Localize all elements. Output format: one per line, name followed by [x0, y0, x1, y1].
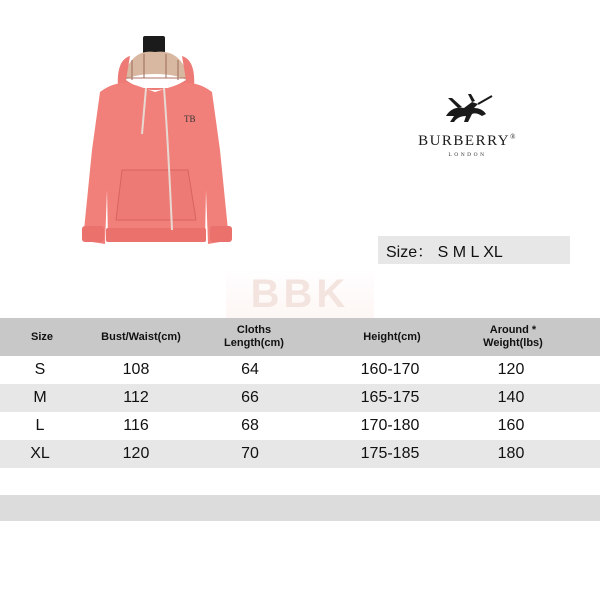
- table-cell: S: [34, 361, 46, 378]
- brand-wordmark: BURBERRY®: [418, 133, 517, 149]
- table-cell: 180: [497, 445, 525, 462]
- footer-bar: [0, 495, 600, 521]
- table-cell: 160-170: [360, 361, 420, 378]
- table-cell: 70: [241, 445, 259, 462]
- table-cell: 120: [122, 445, 150, 462]
- table-cell: L: [35, 417, 45, 434]
- table-cell: 160: [497, 417, 525, 434]
- product-image: [60, 30, 250, 250]
- table-cell: 140: [497, 389, 525, 406]
- table-row: [0, 440, 600, 468]
- table-row: [0, 356, 600, 384]
- table-row: [0, 384, 600, 412]
- table-cell: 175-185: [360, 445, 420, 462]
- header-cloths-length: Cloths Length(cm): [224, 324, 284, 349]
- table-cell: XL: [30, 445, 50, 462]
- table-cell: 165-175: [360, 389, 420, 406]
- equestrian-knight-icon: [438, 92, 498, 126]
- table-cell: 120: [497, 361, 525, 378]
- table-cell: M: [33, 389, 47, 406]
- header-weight: Around * Weight(lbs): [483, 324, 543, 349]
- table-cell: 108: [122, 361, 150, 378]
- table-cell: 170-180: [360, 417, 420, 434]
- header-height: Height(cm): [363, 330, 421, 343]
- brand-logo: [400, 92, 535, 158]
- brand-city: LONDON: [448, 152, 487, 158]
- watermark: BBK: [226, 268, 374, 320]
- table-cell: 66: [241, 389, 259, 406]
- size-chart-table: [0, 318, 600, 468]
- table-cell: 116: [123, 417, 149, 434]
- hoodie-image: [60, 30, 250, 250]
- table-row: [0, 412, 600, 440]
- header-size: Size: [30, 330, 54, 343]
- size-options-label: Size： S M L XL: [378, 236, 570, 264]
- table-cell: 64: [241, 361, 259, 378]
- header-bust-waist: Bust/Waist(cm): [101, 330, 181, 343]
- svg-text:TB: TB: [184, 114, 196, 124]
- table-cell: 68: [241, 417, 259, 434]
- table-cell: 112: [123, 389, 149, 406]
- table-header: [0, 318, 600, 356]
